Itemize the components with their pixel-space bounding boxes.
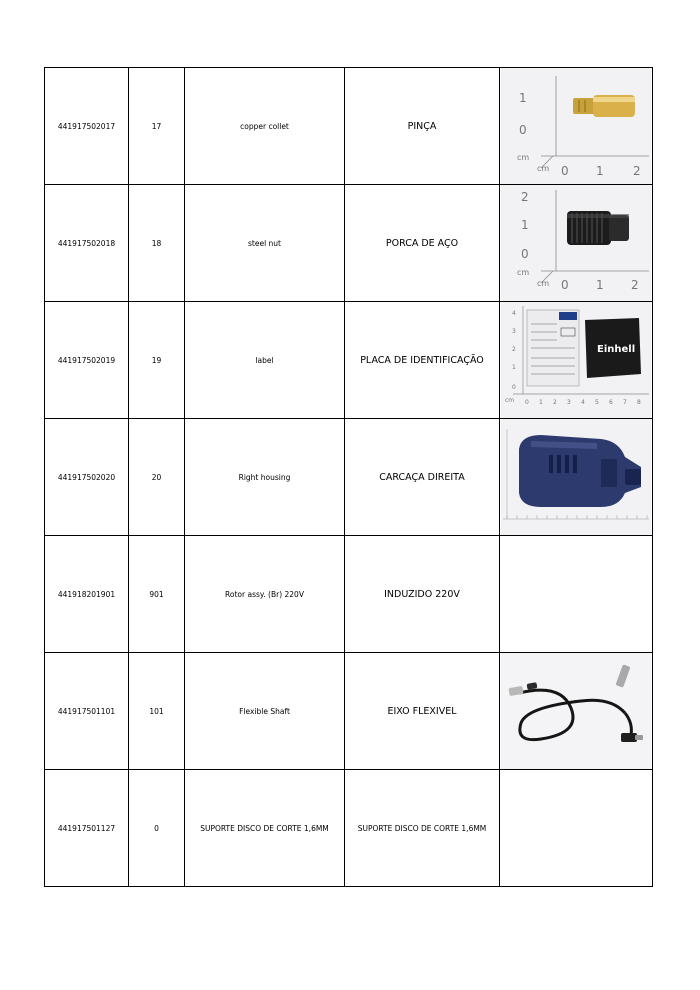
parts-table [44,67,653,887]
scale-tick: 3 [512,328,516,335]
description-en: Rotor assy. (Br) 220V [185,536,345,653]
description-pt: SUPORTE DISCO DE CORTE 1,6MM [345,770,500,887]
position-number: 20 [129,419,185,536]
table-row [45,302,653,419]
description-en: SUPORTE DISCO DE CORTE 1,6MM [185,770,345,887]
scale-tick: 2 [521,190,529,204]
scale-tick: 2 [512,346,516,353]
article-number: 441918201901 [45,536,129,653]
scale-tick: 2 [553,399,557,406]
description-pt: EIXO FLEXIVEL [345,653,500,770]
scale-unit: cm [517,268,530,277]
part-photo-cell [500,653,653,770]
description-en: Flexible Shaft [185,653,345,770]
part-photo-cell [500,536,653,653]
table-row [45,419,653,536]
description-pt: PINÇA [345,68,500,185]
part-photo-cell [500,185,653,302]
part-photo-cell [500,302,653,419]
scale-tick: 4 [512,310,516,317]
scale-tick: 2 [633,164,641,178]
table-row [45,68,653,185]
scale-tick: 3 [567,399,571,406]
scale-tick: 0 [519,123,527,137]
part-photo-cell [500,68,653,185]
article-number: 441917502020 [45,419,129,536]
position-number: 18 [129,185,185,302]
flexible-shaft-photo [501,653,651,769]
position-number: 901 [129,536,185,653]
scale-tick: 5 [595,399,599,406]
position-number: 0 [129,770,185,887]
scale-tick: 1 [539,399,543,406]
scale-tick: 0 [561,164,569,178]
scale-unit: cm [537,279,550,288]
article-number: 441917501101 [45,653,129,770]
scale-tick: 8 [637,399,641,406]
description-pt: PORCA DE AÇO [345,185,500,302]
table-row [45,536,653,653]
description-pt: INDUZIDO 220V [345,536,500,653]
scale-tick: 1 [596,278,604,292]
copper-collet-photo [501,68,651,184]
scale-tick: 0 [561,278,569,292]
scale-tick: 1 [521,218,529,232]
scale-tick: 1 [596,164,604,178]
scale-tick: 6 [609,399,613,406]
description-en: label [185,302,345,419]
steel-nut-photo [501,185,651,301]
position-number: 19 [129,302,185,419]
scale-tick: 2 [631,278,639,292]
description-pt: CARCAÇA DIREITA [345,419,500,536]
scale-unit: cm [517,153,530,162]
scale-tick: 0 [512,384,516,391]
table-row [45,185,653,302]
part-photo-cell [500,770,653,887]
position-number: 101 [129,653,185,770]
scale-unit: cm [505,397,515,404]
part-photo-cell [500,419,653,536]
scale-tick: 1 [519,91,527,105]
description-en: Right housing [185,419,345,536]
position-number: 17 [129,68,185,185]
scale-tick: 1 [512,364,516,371]
label-photo [501,302,651,418]
article-number: 441917502018 [45,185,129,302]
scale-tick: 0 [521,247,529,261]
article-number: 441917502019 [45,302,129,419]
scale-unit: cm [537,164,550,173]
right-housing-photo [501,419,651,535]
description-pt: PLACA DE IDENTIFICAÇÃO [345,302,500,419]
scale-tick: 4 [581,399,585,406]
scale-tick: 0 [525,399,529,406]
table-row [45,770,653,887]
description-en: steel nut [185,185,345,302]
article-number: 441917502017 [45,68,129,185]
description-en: copper collet [185,68,345,185]
article-number: 441917501127 [45,770,129,887]
scale-tick: 7 [623,399,627,406]
brand-logo: Einhell [597,344,636,355]
table-row [45,653,653,770]
